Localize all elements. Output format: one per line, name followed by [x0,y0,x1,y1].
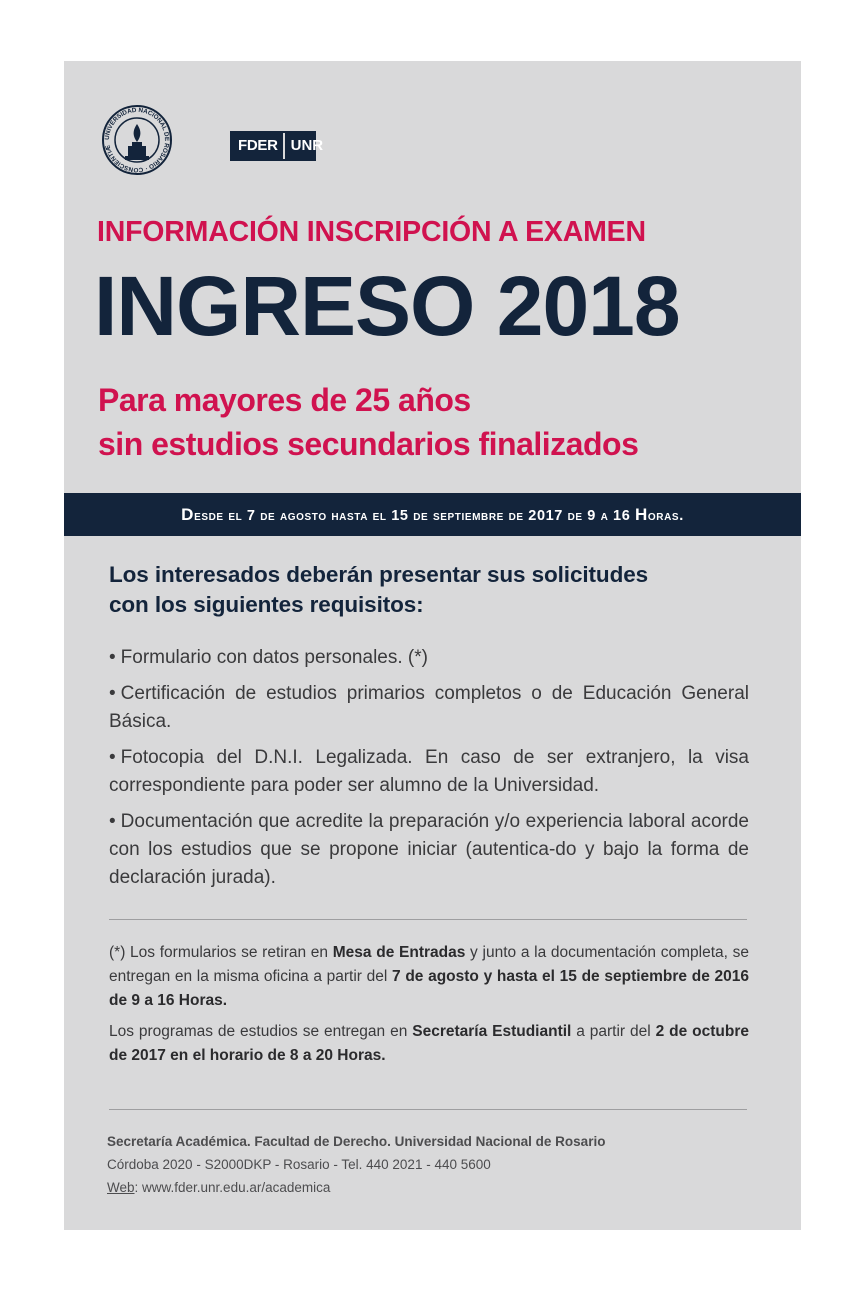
requirement-text: Fotocopia del D.N.I. Legalizada. En caso de ser extranjero, la visa correspondiente para poder ser alumno de la Universidad. [109,747,749,796]
svg-text:UNIVERSIDAD NACIONAL DE ROSARI: UNIVERSIDAD NACIONAL DE ROSARIO · CONSCIENTIÆ [103,106,171,174]
date-band [64,493,801,536]
requirements-list [109,644,749,900]
web-label-link[interactable]: Web [107,1180,135,1195]
bullet-icon: • [109,811,116,832]
note-text: Los programas de estudios se entregan en [109,1023,413,1040]
subtitle-line-2: sin estudios secundarios finalizados [98,426,639,462]
note-bold: 2 de octubre de 2017 en el horario de 8 a 20 Horas. [109,1023,749,1064]
notes [109,941,749,1075]
note-text: y junto a la documentación completa, se entregan en la misma oficina a partir del [109,944,750,985]
bullet-icon: • [109,683,116,704]
requirements-title-line-2: con los siguientes requisitos: [109,592,424,617]
subtitle-line-1: Para mayores de 25 años [98,382,471,418]
band-text: esde el 7 de agosto hasta el 15 de septiembre de 2017 de 9 a 16 [194,508,636,524]
requirement-item [109,644,749,672]
fder-logo-text: FDER [238,137,278,154]
requirement-text: Formulario con datos personales. (*) [120,647,428,668]
band-text-end: oras. [647,508,684,524]
note-bold: 7 de agosto y hasta el 15 de septiembre de 2016 de 9 a 16 Horas. [109,968,749,1009]
bullet-icon: • [109,647,116,668]
note-bold: Mesa de Entradas [332,944,466,961]
note-text: (*) Los formularios se retiran en [109,944,333,961]
band-initial-h: H [635,505,648,524]
unr-logo-text: UNR [283,133,329,159]
requirements-title-line-1: Los interesados deberán presentar sus solicitudes [109,562,649,587]
subtitle [98,378,638,466]
unr-seal-logo [101,104,173,176]
requirement-item [109,744,749,800]
requirement-item [109,808,749,892]
requirement-text: Certificación de estudios primarios completos o de Educación General Básica. [109,683,749,732]
poster [64,61,801,1230]
kicker-title: INFORMACIÓN INSCRIPCIÓN A EXAMEN [97,216,646,248]
note-bold: Secretaría Estudiantil [412,1023,572,1040]
web-url[interactable]: : www.fder.unr.edu.ar/academica [134,1180,331,1195]
note-programs [109,1020,749,1068]
bullet-icon: • [109,747,116,768]
requirements-title [109,560,648,620]
fder-unr-logo [230,131,324,161]
note-forms [109,941,749,1013]
footer-address: Córdoba 2020 - S2000DKP - Rosario - Tel. 440 2021 - 440 5600 [107,1157,491,1172]
divider [109,1109,747,1110]
footer-web [107,1176,747,1199]
note-text: a partir del [571,1023,656,1040]
footer-institution: Secretaría Académica. Facultad de Derecho. Universidad Nacional de Rosario [107,1134,606,1149]
footer [107,1130,747,1199]
band-initial: D [181,505,195,524]
divider [109,919,747,920]
headline: INGRESO 2018 [94,259,680,353]
requirement-text: Documentación que acredite la preparación y/o experiencia laboral acorde con los estudios que se propone iniciar (autentica-do y bajo la forma de declaración jurada). [109,811,749,888]
requirement-item [109,680,749,736]
